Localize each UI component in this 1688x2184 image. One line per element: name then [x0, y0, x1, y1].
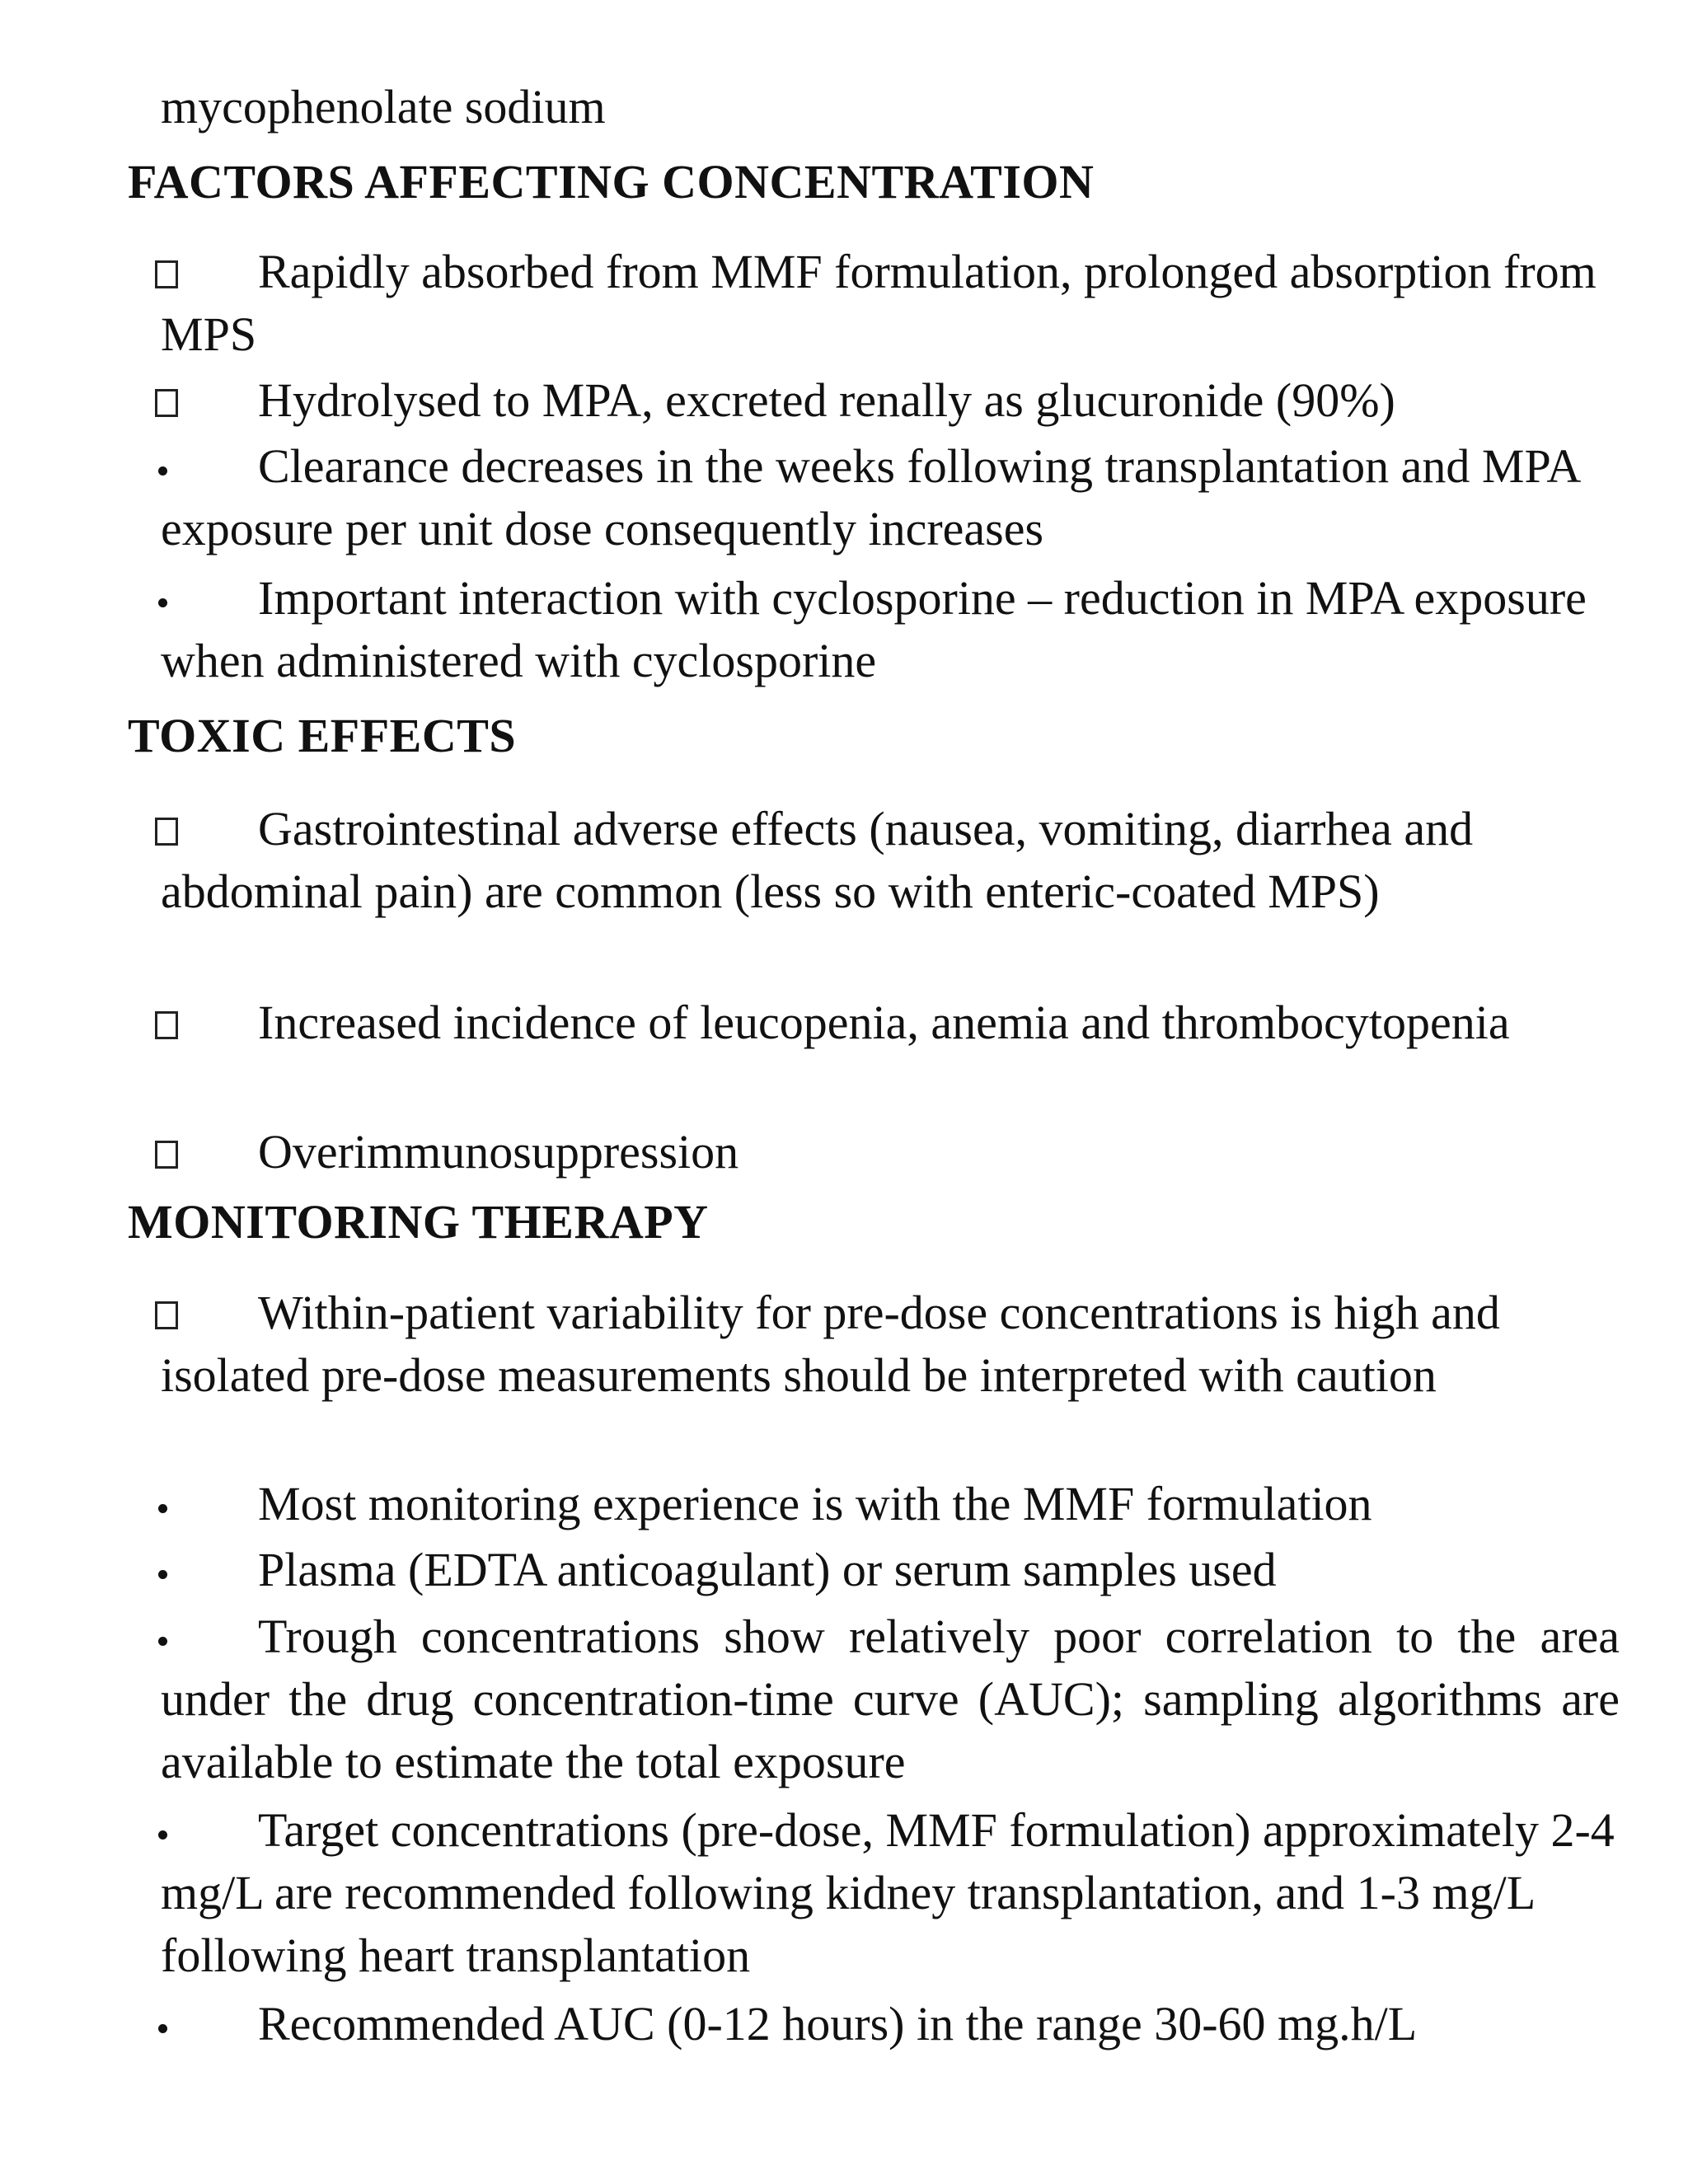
list-item-text: Clearance decreases in the weeks following transplantation and MPA exposure per unit dose consequently increases: [161, 439, 1579, 555]
section-heading-monitoring: MONITORING THERAPY: [128, 1195, 709, 1249]
list-item: [0, 1282, 1688, 1407]
list-item: [0, 991, 1688, 1054]
bullet-icon: [155, 1799, 180, 1862]
list-item-text: Important interaction with cyclosporine – reduction in MPA exposure when administered with cyclosporine: [161, 571, 1587, 687]
list-item: [0, 1473, 1688, 1535]
list-item: [0, 1605, 1688, 1793]
list-item-text: Recommended AUC (0-12 hours) in the range 30-60 mg.h/L: [258, 1997, 1418, 2050]
bullet-icon: [155, 1539, 180, 1601]
checkbox-glyph-icon: [155, 798, 180, 860]
list-item-text: Rapidly absorbed from MMF formulation, prolonged absorption from MPS: [161, 245, 1597, 361]
list-item: [0, 1121, 1688, 1183]
list-item-text: Gastrointestinal adverse effects (nausea, vomiting, diarrhea and abdominal pain) are common (less so with enteric-coated MPS): [161, 802, 1474, 918]
bullet-icon: [155, 1605, 180, 1668]
list-item-text: Within-patient variability for pre-dose concentrations is high and isolated pre-dose measurements should be interpreted with caution: [161, 1286, 1500, 1402]
list-item: [0, 567, 1688, 692]
list-item: [0, 798, 1688, 923]
list-item-text: Trough concentrations show relatively poor correlation to the area under the drug concentration-time curve (AUC); sampling algorithms are available to estimate the total exposure: [161, 1610, 1620, 1788]
checkbox-glyph-icon: [155, 369, 180, 432]
bullet-icon: [155, 1473, 180, 1535]
list-item-text: Increased incidence of leucopenia, anemia and thrombocytopenia: [258, 996, 1510, 1049]
list-item: [0, 435, 1688, 560]
bullet-icon: [155, 567, 180, 630]
list-item: [0, 1993, 1688, 2055]
checkbox-glyph-icon: [155, 1282, 180, 1344]
list-item-text: Target concentrations (pre-dose, MMF formulation) approximately 2-4 mg/L are recommended following kidney transplantation, and 1-3 mg/L following heart transplantation: [161, 1803, 1615, 1982]
list-item-text: Hydrolysed to MPA, excreted renally as glucuronide (90%): [258, 373, 1395, 427]
list-item: [0, 369, 1688, 432]
intro-line: mycophenolate sodium: [161, 80, 606, 134]
bullet-icon: [155, 1993, 180, 2055]
checkbox-glyph-icon: [155, 241, 180, 303]
list-item-text: Overimmunosuppression: [258, 1125, 739, 1179]
list-item: [0, 1799, 1688, 1987]
bullet-icon: [155, 435, 180, 498]
section-heading-toxic-effects: TOXIC EFFECTS: [128, 709, 517, 762]
checkbox-glyph-icon: [155, 991, 180, 1054]
list-item: [0, 241, 1688, 366]
list-item-text: Plasma (EDTA anticoagulant) or serum samples used: [258, 1543, 1277, 1596]
list-item-text: Most monitoring experience is with the MMF formulation: [258, 1477, 1372, 1530]
list-item: [0, 1539, 1688, 1601]
section-heading-factors: FACTORS AFFECTING CONCENTRATION: [128, 155, 1095, 209]
checkbox-glyph-icon: [155, 1121, 180, 1183]
